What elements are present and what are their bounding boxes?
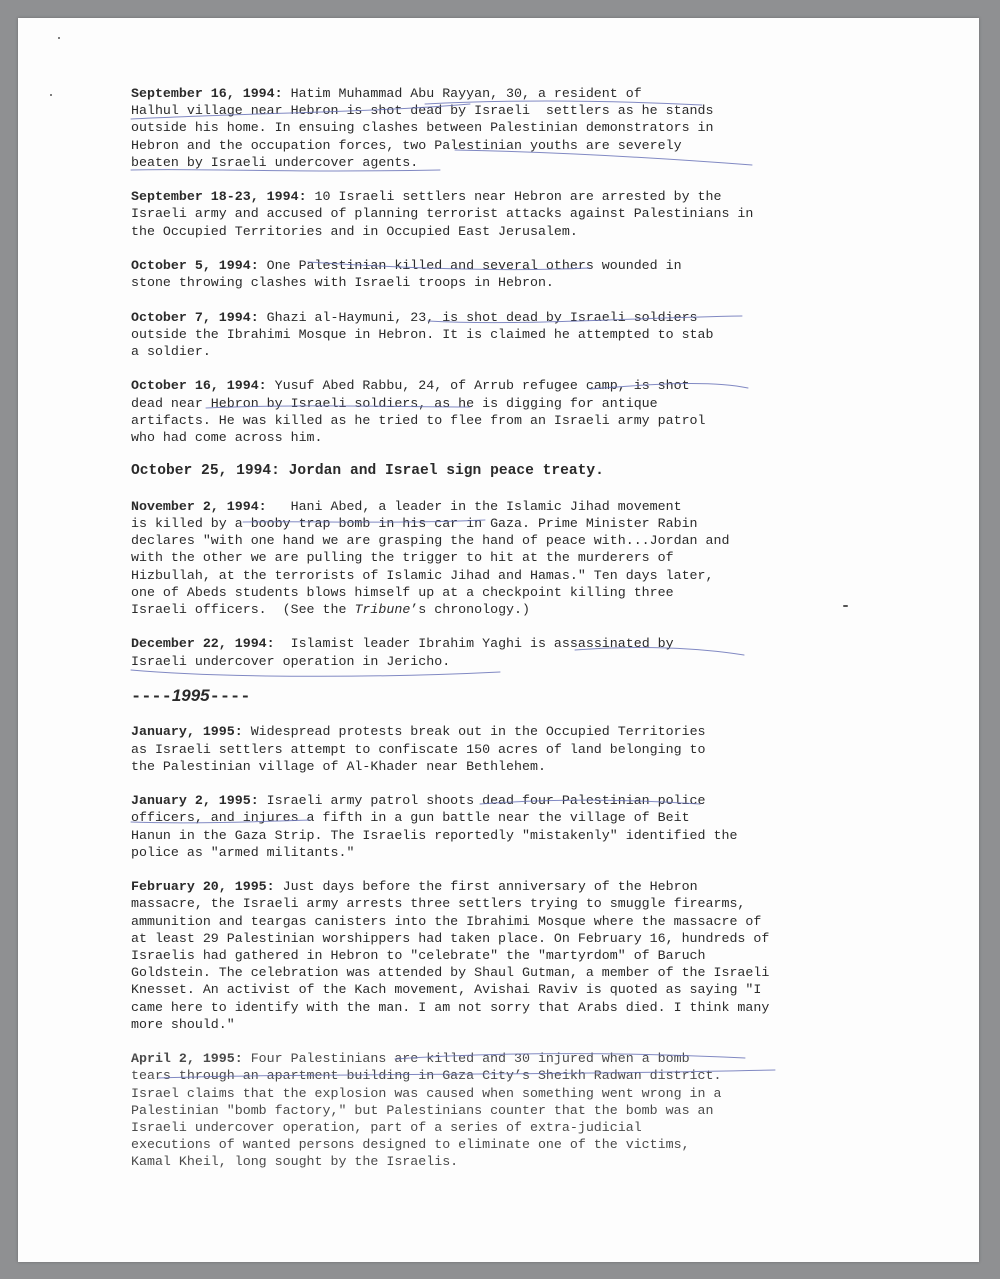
speck-mark	[50, 94, 52, 96]
entry-oct-5-1994	[131, 257, 851, 291]
document-body	[131, 85, 851, 1188]
entry-jan-1995	[131, 723, 851, 775]
entry-date: October 7, 1994:	[131, 309, 259, 325]
entry-jan-2-1995	[131, 792, 851, 861]
entry-text-end: ’s chronology.)	[410, 602, 530, 617]
entry-peace-treaty-heading	[131, 463, 851, 480]
entry-text: Hani Abed, a leader in the Islamic Jihad movement is killed by a booby trap bomb in his car in Gaza. Prime Minister Rabin declares "with one hand we are grasping the hand of peace with...Jordan and with the other we are pulling the trigger to hit at the murderers of Hizbullah, at the terrorists of Islamic Jihad and Hamas." Ten days later, one of Abeds students blows himself up at a checkpoint killing three Israeli officers. (See the	[131, 498, 730, 617]
year-dashes-right: ----	[209, 687, 251, 707]
entry-sep-16-1994	[131, 85, 851, 171]
entry-date: October 5, 1994:	[131, 258, 259, 273]
entry-text: Islamist leader Ibrahim Yaghi is assassinated by Israeli undercover operation in Jericho.	[131, 636, 674, 669]
year-dashes-left: ----	[131, 687, 172, 707]
entry-date: February 20, 1995:	[131, 879, 275, 895]
entry-oct-16-1994	[131, 377, 851, 446]
document-page	[18, 18, 979, 1262]
entry-text: Hatim Muhammad Abu Rayyan, 30, a resident of Halhul village near Hebron is shot dead by Israeli settlers as he stands outside his home. In ensuing clashes between Palestinian demonstrators in Hebron and the occupation forces, two Palestinian youths are severely beaten by Israeli undercover agents.	[131, 86, 714, 170]
entry-date: October 16, 1994:	[131, 378, 267, 394]
entry-text: Just days before the first anniversary of the Hebron massacre, the Israeli army arrests three settlers trying to smuggle firearms, ammunition and teargas canisters into the Ibrahimi Mosque where the massacre of at least 29 Palestinian worshippers had taken place. On February 16, hundreds of Israelis had gathered in Hebron to "celebrate" the "martyrdom" of Baruch Goldstein. The celebration was attended by Shaul Gutman, a member of the Israeli Knesset. An activist of the Kach movement, Avishai Raviv is quoted as saying "I came here to identify with the man. I am not sorry that Arabs died. I think many more should."	[131, 879, 770, 1032]
entry-date: September 18-23, 1994:	[131, 189, 307, 205]
entry-nov-2-1994	[131, 498, 851, 618]
entry-italic-title: Tribune	[354, 602, 411, 617]
year-divider	[131, 687, 851, 706]
entry-text: Widespread protests break out in the Occupied Territories as Israeli settlers attempt to confiscate 150 acres of land belonging to the Palestinian village of Al-Khader near Bethlehem.	[131, 724, 706, 774]
entry-apr-2-1995	[131, 1050, 851, 1170]
speck-mark	[58, 37, 60, 39]
entry-oct-7-1994	[131, 309, 851, 361]
entry-date: January 2, 1995:	[131, 793, 259, 809]
entry-date: December 22, 1994:	[131, 636, 275, 652]
entry-date: April 2, 1995:	[131, 1051, 243, 1067]
entry-feb-20-1995	[131, 878, 851, 1033]
entry-date: November 2, 1994:	[131, 498, 267, 514]
entry-text: Four Palestinians are killed and 30 injured when a bomb tears through an apartment building in Gaza City’s Sheikh Radwan district. Israel claims that the explosion was caused when something went wrong in a Palestinian "bomb factory," but Palestinians counter that the bomb was an Israeli undercover operation, part of a series of extra-judicial executions of wanted persons designed to eliminate one of the victims, Kamal Kheil, long sought by the Israelis.	[131, 1051, 722, 1170]
entry-text: 10 Israeli settlers near Hebron are arrested by the Israeli army and accused of planning terrorist attacks against Palestinians in the Occupied Territories and in Occupied East Jerusalem.	[131, 189, 754, 239]
entry-text: Yusuf Abed Rabbu, 24, of Arrub refugee camp, is shot dead near Hebron by Israeli soldiers, as he is digging for antique artifacts. He was killed as he tried to flee from an Israeli army patrol who had come across him.	[131, 378, 706, 445]
entry-text: Jordan and Israel sign peace treaty.	[279, 463, 604, 480]
entry-text: Ghazi al-Haymuni, 23, is shot dead by Israeli soldiers outside the Ibrahimi Mosque in Hebron. It is claimed he attempted to stab a soldier.	[131, 309, 714, 359]
speck-mark	[843, 605, 848, 607]
entry-text: Israeli army patrol shoots dead four Palestinian police officers, and injures a fifth in a gun battle near the village of Beit Hanun in the Gaza Strip. The Israelis reportedly "mistakenly" identified the police as "armed militants."	[131, 793, 738, 860]
entry-date: September 16, 1994:	[131, 86, 283, 101]
entry-sep-18-23-1994	[131, 188, 851, 240]
year-value: 1995	[171, 685, 210, 705]
entry-text: One Palestinian killed and several others wounded in stone throwing clashes with Israeli troops in Hebron.	[131, 258, 682, 291]
entry-date: January, 1995:	[131, 724, 243, 740]
entry-date: October 25, 1994:	[131, 463, 280, 480]
entry-dec-22-1994	[131, 635, 851, 669]
